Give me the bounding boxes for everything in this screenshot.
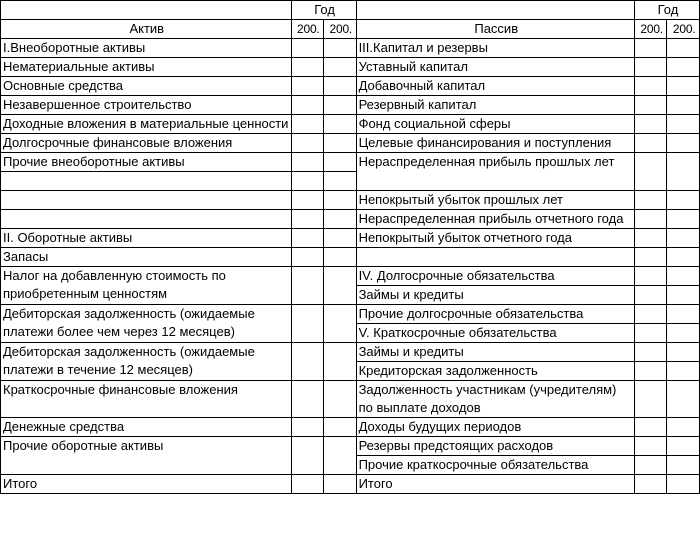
value-cell (634, 58, 667, 77)
aktiv-total-cell: Итого (1, 475, 292, 494)
value-cell (291, 267, 324, 305)
header-empty-right (356, 1, 634, 20)
value-cell (634, 77, 667, 96)
aktiv-cell: I.Внеоборотные активы (1, 39, 292, 58)
value-cell (324, 77, 357, 96)
value-cell (634, 418, 667, 437)
value-cell (324, 58, 357, 77)
value-cell (667, 191, 700, 210)
value-cell (291, 210, 324, 229)
value-cell (291, 39, 324, 58)
value-cell (291, 115, 324, 134)
value-cell (634, 39, 667, 58)
passiv-cell: Прочие долгосрочные обязательства (356, 305, 634, 324)
value-cell (324, 305, 357, 343)
value-cell (324, 153, 357, 172)
aktiv-column-header: Актив (1, 20, 292, 39)
value-cell (634, 267, 667, 286)
value-cell (291, 248, 324, 267)
value-cell (667, 456, 700, 475)
table-row (1, 229, 700, 248)
value-cell (667, 39, 700, 58)
aktiv-cell: Дебиторская задолженность (ожидаемые платежи в течение 12 месяцев) (1, 343, 292, 381)
value-cell (324, 475, 357, 494)
value-cell (667, 343, 700, 362)
value-cell (634, 343, 667, 362)
passiv-year-col-2: 200. (667, 20, 700, 39)
passiv-cell: Резервный капитал (356, 96, 634, 115)
value-cell (634, 96, 667, 115)
value-cell (291, 305, 324, 343)
value-cell (324, 191, 357, 210)
header-row-year (1, 1, 700, 20)
year-header-right: Год (634, 1, 699, 20)
passiv-cell: Прочие краткосрочные обязательства (356, 456, 634, 475)
passiv-cell-empty (356, 248, 634, 267)
value-cell (667, 229, 700, 248)
value-cell (634, 324, 667, 343)
passiv-cell: Целевые финансирования и поступления (356, 134, 634, 153)
table-row (1, 153, 700, 172)
value-cell (291, 418, 324, 437)
value-cell (324, 229, 357, 248)
value-cell (291, 58, 324, 77)
value-cell (634, 153, 667, 191)
passiv-cell: V. Краткосрочные обязательства (356, 324, 634, 343)
passiv-cell: IV. Долгосрочные обязательства (356, 267, 634, 286)
value-cell (634, 437, 667, 456)
value-cell (291, 343, 324, 381)
value-cell (324, 134, 357, 153)
value-cell (324, 418, 357, 437)
passiv-cell: Нераспределенная прибыль отчетного года (356, 210, 634, 229)
passiv-cell: Непокрытый убыток прошлых лет (356, 191, 634, 210)
value-cell (324, 172, 357, 191)
passiv-column-header: Пассив (356, 20, 634, 39)
passiv-cell: Доходы будущих периодов (356, 418, 634, 437)
passiv-cell: III.Капитал и резервы (356, 39, 634, 58)
table-row (1, 343, 700, 362)
table-row (1, 39, 700, 58)
table-row (1, 96, 700, 115)
value-cell (667, 58, 700, 77)
passiv-total-cell: Итого (356, 475, 634, 494)
value-cell (634, 286, 667, 305)
value-cell (291, 475, 324, 494)
value-cell (667, 115, 700, 134)
value-cell (667, 267, 700, 286)
value-cell (291, 134, 324, 153)
aktiv-year-col-1: 200. (291, 20, 324, 39)
value-cell (667, 153, 700, 191)
value-cell (667, 96, 700, 115)
header-row-columns (1, 20, 700, 39)
table-row (1, 191, 700, 210)
passiv-cell: Займы и кредиты (356, 286, 634, 305)
value-cell (634, 475, 667, 494)
value-cell (667, 418, 700, 437)
passiv-year-col-1: 200. (634, 20, 667, 39)
table-row (1, 77, 700, 96)
value-cell (667, 77, 700, 96)
aktiv-cell: Налог на добавленную стоимость по приобретенным ценностям (1, 267, 292, 305)
aktiv-cell: II. Оборотные активы (1, 229, 292, 248)
value-cell (667, 324, 700, 343)
aktiv-cell: Незавершенное строительство (1, 96, 292, 115)
value-cell (291, 381, 324, 418)
value-cell (634, 381, 667, 418)
value-cell (324, 381, 357, 418)
value-cell (324, 437, 357, 475)
value-cell (634, 191, 667, 210)
passiv-cell: Фонд социальной сферы (356, 115, 634, 134)
passiv-cell: Кредиторская задолженность (356, 362, 634, 381)
value-cell (667, 210, 700, 229)
aktiv-cell-empty (1, 172, 292, 191)
passiv-cell: Уставный капитал (356, 58, 634, 77)
value-cell (291, 437, 324, 475)
table-row (1, 418, 700, 437)
value-cell (634, 456, 667, 475)
value-cell (634, 210, 667, 229)
value-cell (634, 229, 667, 248)
value-cell (291, 172, 324, 191)
value-cell (291, 153, 324, 172)
value-cell (634, 115, 667, 134)
aktiv-cell: Дебиторская задолженность (ожидаемые платежи более чем через 12 месяцев) (1, 305, 292, 343)
value-cell (667, 437, 700, 456)
aktiv-cell: Краткосрочные финансовые вложения (1, 381, 292, 418)
year-header-left: Год (291, 1, 356, 20)
value-cell (291, 77, 324, 96)
value-cell (667, 475, 700, 494)
aktiv-cell: Основные средства (1, 77, 292, 96)
value-cell (324, 115, 357, 134)
value-cell (667, 134, 700, 153)
aktiv-cell: Прочие оборотные активы (1, 437, 292, 475)
aktiv-cell: Запасы (1, 248, 292, 267)
aktiv-cell: Денежные средства (1, 418, 292, 437)
aktiv-cell: Прочие внеоборотные активы (1, 153, 292, 172)
passiv-cell: Нераспределенная прибыль прошлых лет (356, 153, 634, 191)
table-row (1, 267, 700, 286)
value-cell (634, 362, 667, 381)
passiv-cell: Займы и кредиты (356, 343, 634, 362)
value-cell (291, 229, 324, 248)
table-row (1, 58, 700, 77)
value-cell (324, 343, 357, 381)
value-cell (634, 305, 667, 324)
value-cell (667, 381, 700, 418)
value-cell (667, 248, 700, 267)
aktiv-cell: Нематериальные активы (1, 58, 292, 77)
value-cell (667, 286, 700, 305)
passiv-cell: Резервы предстоящих расходов (356, 437, 634, 456)
passiv-cell: Добавочный капитал (356, 77, 634, 96)
aktiv-cell-empty (1, 210, 292, 229)
value-cell (667, 362, 700, 381)
aktiv-year-col-2: 200. (324, 20, 357, 39)
aktiv-cell-empty (1, 191, 292, 210)
table-row (1, 248, 700, 267)
value-cell (324, 267, 357, 305)
value-cell (324, 210, 357, 229)
value-cell (634, 134, 667, 153)
value-cell (324, 39, 357, 58)
aktiv-cell: Доходные вложения в материальные ценности (1, 115, 292, 134)
table-row (1, 115, 700, 134)
table-row (1, 437, 700, 456)
value-cell (667, 305, 700, 324)
value-cell (324, 248, 357, 267)
value-cell (634, 248, 667, 267)
table-row-total (1, 475, 700, 494)
value-cell (324, 96, 357, 115)
aktiv-cell: Долгосрочные финансовые вложения (1, 134, 292, 153)
passiv-cell: Задолженность участникам (учредителям) по выплате доходов (356, 381, 634, 418)
value-cell (291, 96, 324, 115)
passiv-cell: Непокрытый убыток отчетного года (356, 229, 634, 248)
header-empty-left (1, 1, 292, 20)
value-cell (291, 191, 324, 210)
